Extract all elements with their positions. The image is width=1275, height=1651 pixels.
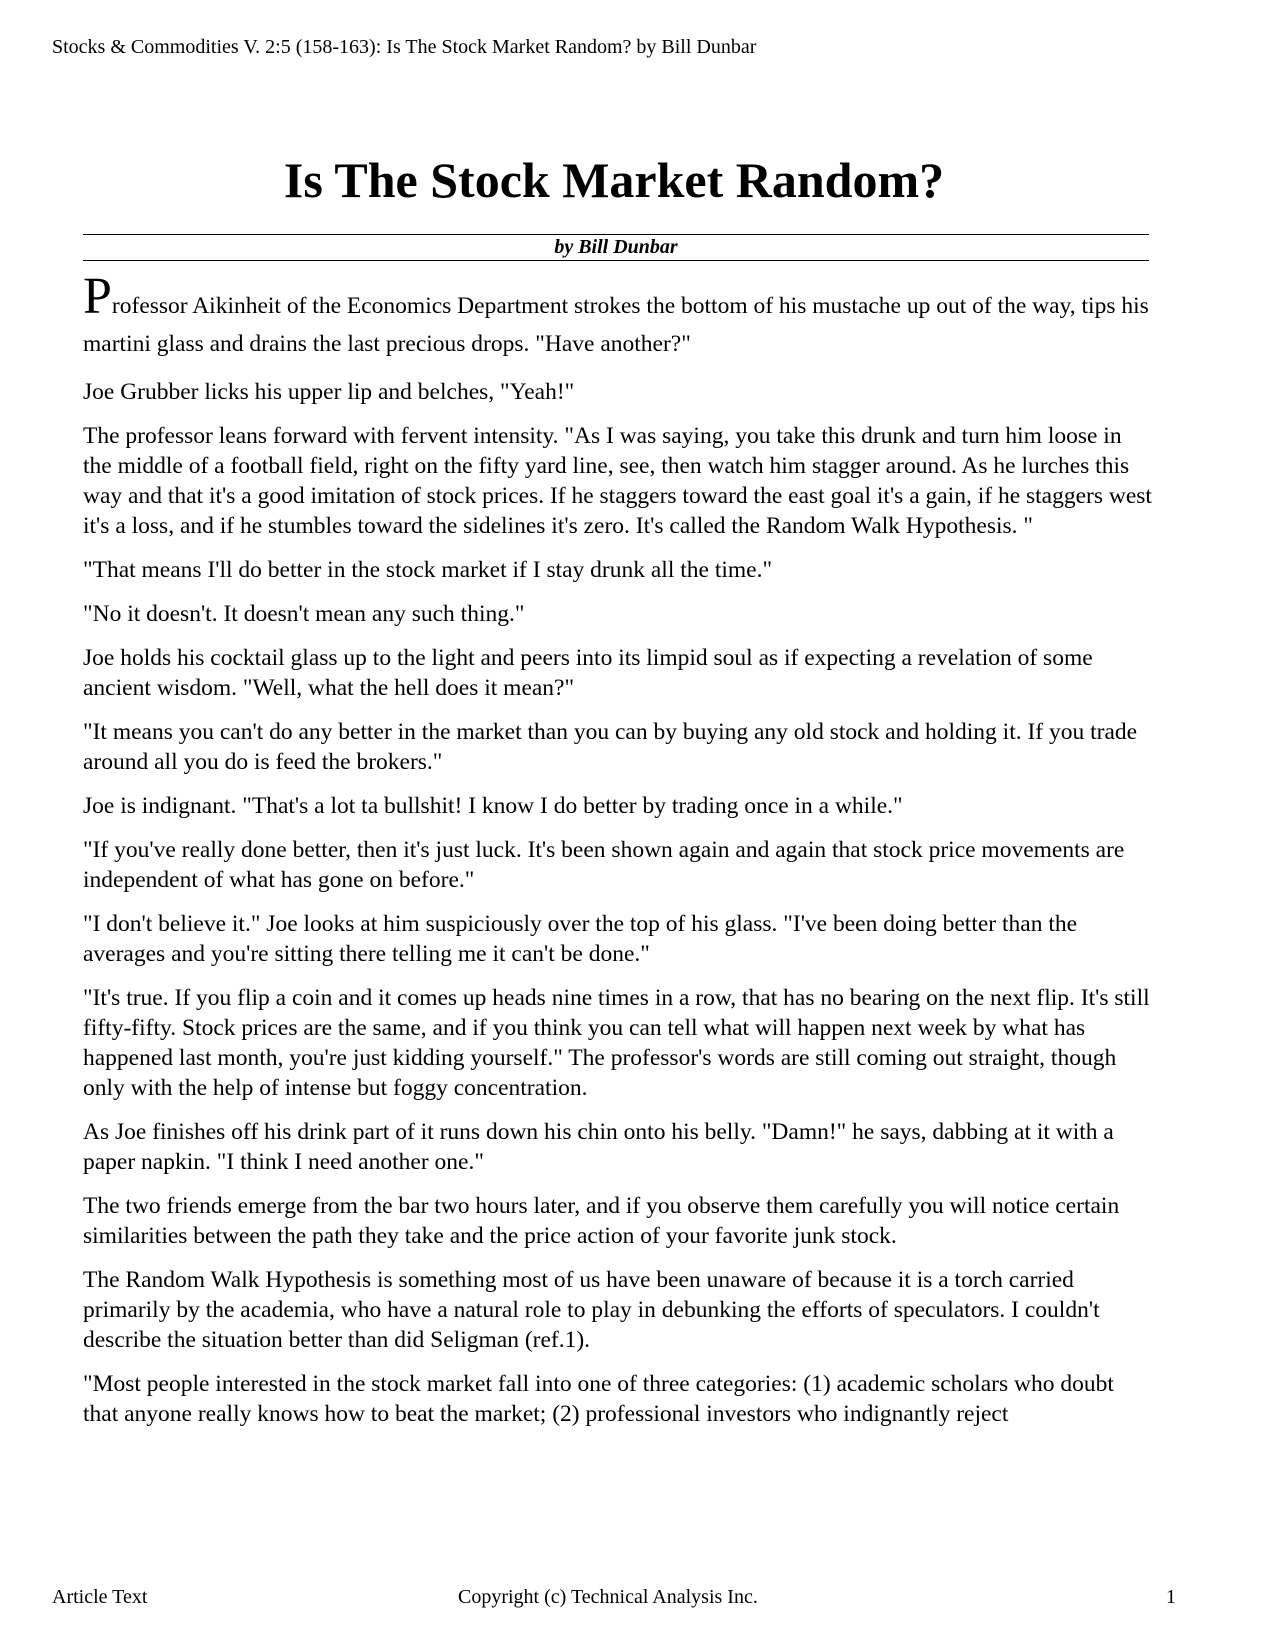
- byline: by Bill Dunbar: [83, 234, 1149, 261]
- paragraph: As Joe finishes off his drink part of it runs down his chin onto his belly. "Damn!" he says, dabbing at it with a paper napkin. "I think I need another one.": [83, 1119, 1114, 1175]
- paragraph: The two friends emerge from the bar two hours later, and if you observe them carefully you will notice certain similarities between the path they take and the price action of your favorite junk stock.: [83, 1193, 1120, 1249]
- paragraph: "If you've really done better, then it's just luck. It's been shown again and again that stock price movements are independent of what has gone on before.": [83, 837, 1125, 893]
- article-title: Is The Stock Market Random?: [283, 152, 945, 208]
- paragraph: The professor leans forward with fervent intensity. "As I was saying, you take this drunk and turn him loose in the middle of a football field, right on the fifty yard line, see, then watch him stagger around. As he lurches this way and that it's a good imitation of stock prices. If he staggers toward the east goal it's a gain, if he staggers west it's a loss, and if he stumbles toward the sidelines it's zero. It's called the Random Walk Hypothesis. ": [83, 423, 1152, 539]
- paragraph: Joe Grubber licks his upper lip and belches, "Yeah!": [83, 379, 575, 405]
- paragraph: "Most people interested in the stock market fall into one of three categories: (1) academic scholars who doubt that anyone really knows how to beat the market; (2) professional investors who indignantly reject: [83, 1371, 1114, 1427]
- paragraph: The Random Walk Hypothesis is something most of us have been unaware of because it is a torch carried primarily by the academia, who have a natural role to play in debunking the efforts of speculators. I couldn't describe the situation better than did Seligman (ref.1).: [83, 1267, 1100, 1353]
- paragraph-1: [83, 268, 1153, 363]
- article-body: [83, 268, 1153, 1443]
- drop-cap: P: [83, 268, 112, 325]
- paragraph-1-text: rofessor Aikinheit of the Economics Department strokes the bottom of his mustache up out of the way, tips his martini glass and drains the last precious drops. "Have another?": [83, 293, 1149, 357]
- paragraph: "No it doesn't. It doesn't mean any such thing.": [83, 601, 525, 627]
- footer-copyright: Copyright (c) Technical Analysis Inc.: [458, 1586, 758, 1608]
- running-header: Stocks & Commodities V. 2:5 (158-163): Is The Stock Market Random? by Bill Dunbar: [52, 36, 757, 58]
- footer-section-label: Article Text: [52, 1586, 148, 1608]
- page-number: 1: [1166, 1586, 1176, 1608]
- paragraph: Joe holds his cocktail glass up to the light and peers into its limpid soul as if expecting a revelation of some ancient wisdom. "Well, what the hell does it mean?": [83, 645, 1093, 701]
- paragraph: Joe is indignant. "That's a lot ta bullshit! I know I do better by trading once in a while.": [83, 793, 903, 819]
- paragraph: "I don't believe it." Joe looks at him suspiciously over the top of his glass. "I've been doing better than the averages and you're sitting there telling me it can't be done.": [83, 911, 1078, 967]
- paragraph: "That means I'll do better in the stock market if I stay drunk all the time.": [83, 557, 773, 583]
- paragraph: "It's true. If you flip a coin and it comes up heads nine times in a row, that has no bearing on the next flip. It's still fifty-fifty. Stock prices are the same, and if you think you can tell what will happen next week by what has happened last month, you're just kidding yourself." The professor's words are still coming out straight, though only with the help of intense but foggy concentration.: [83, 985, 1150, 1101]
- paragraph: "It means you can't do any better in the market than you can by buying any old stock and holding it. If you trade around all you do is feed the brokers.": [83, 719, 1138, 775]
